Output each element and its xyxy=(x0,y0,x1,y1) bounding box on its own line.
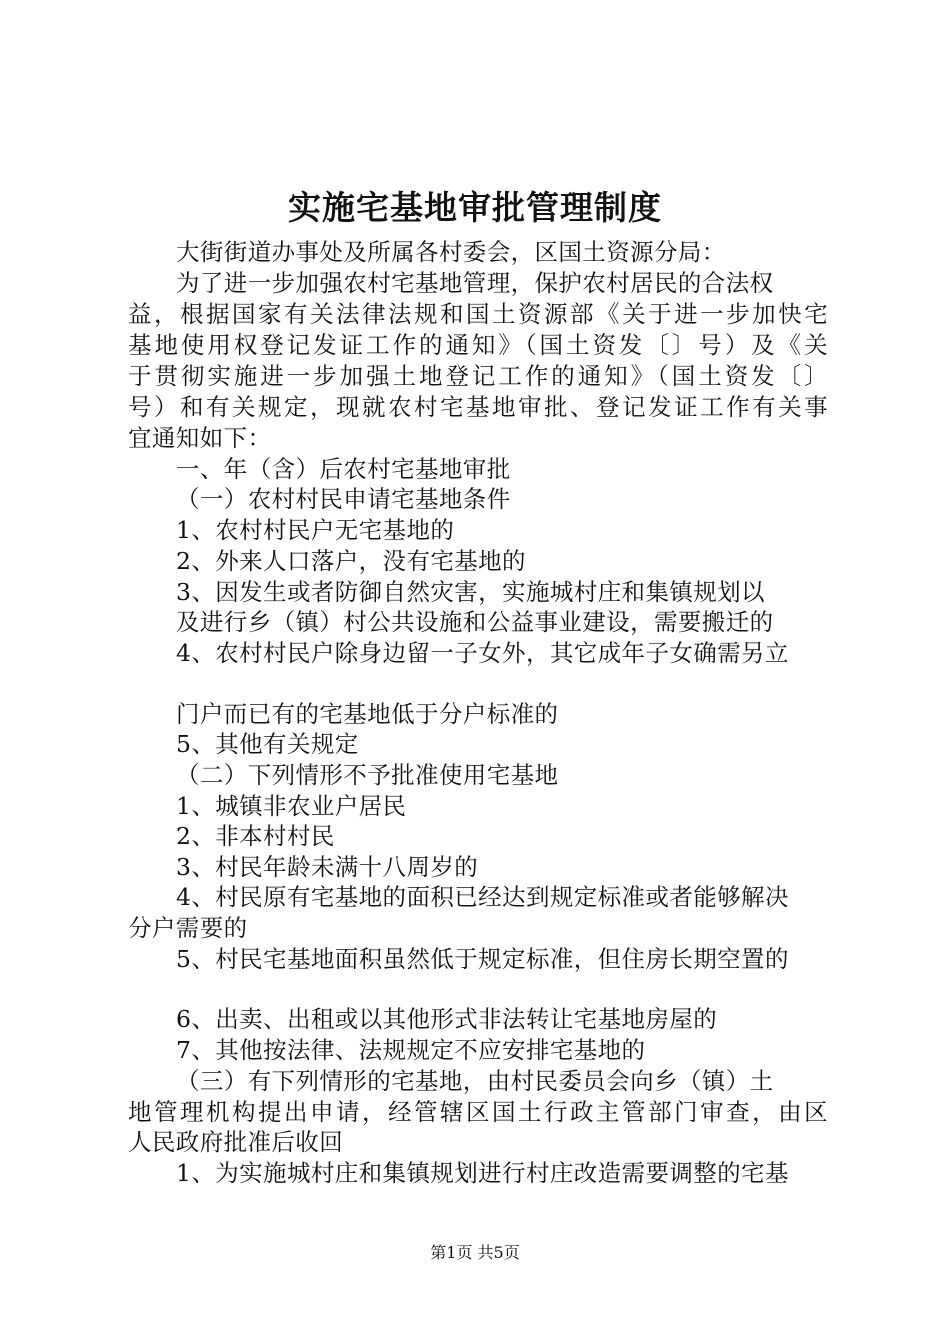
list-item: 4、农村村民户除身边留一子女外，其它成年子女确需另立 xyxy=(176,639,789,667)
list-item-continuation: 及进行乡（镇）村公共设施和公益事业建设，需要搬迁的 xyxy=(176,608,774,636)
list-item: 1、为实施城村庄和集镇规划进行村庄改造需要调整的宅基 xyxy=(176,1159,789,1187)
subsection-heading: （一）农村村民申请宅基地条件 xyxy=(176,485,511,513)
paragraph-line: 号）和有关规定，现就农村宅基地审批、登记发证工作有关事 xyxy=(128,393,828,421)
paragraph-line: 益，根据国家有关法律法规和国土资源部《关于进一步加快宅 xyxy=(128,300,828,328)
paragraph-line: 人民政府批准后收回 xyxy=(128,1128,344,1156)
list-item: 2、外来人口落户，没有宅基地的 xyxy=(176,547,526,575)
list-item-continuation: 分户需要的 xyxy=(128,914,248,942)
list-item: 5、其他有关规定 xyxy=(176,730,359,758)
paragraph-line: 于贯彻实施进一步加强土地登记工作的通知》（国土资发〔〕 xyxy=(128,362,828,390)
subsection-heading: （二）下列情形不予批准使用宅基地 xyxy=(176,761,559,789)
page-footer: 第1页 共5页 xyxy=(430,1243,520,1262)
list-item: 3、因发生或者防御自然灾害，实施城村庄和集镇规划以 xyxy=(176,578,765,606)
list-item: 1、农村村民户无宅基地的 xyxy=(176,516,455,544)
paragraph-line: 宜通知如下： xyxy=(128,424,272,452)
subsection-heading: （三）有下列情形的宅基地，由村民委员会向乡（镇）土 xyxy=(176,1067,774,1095)
list-item: 5、村民宅基地面积虽然低于规定标准，但住房长期空置的 xyxy=(176,945,789,973)
section-heading: 一、年（含）后农村宅基地审批 xyxy=(176,455,511,483)
list-item: 6、出卖、出租或以其他形式非法转让宅基地房屋的 xyxy=(176,1005,718,1033)
list-item: 4、村民原有宅基地的面积已经达到规定标准或者能够解决 xyxy=(176,883,789,911)
document-title: 实施宅基地审批管理制度 xyxy=(288,188,662,227)
list-item: 2、非本村村民 xyxy=(176,822,335,850)
list-item: 1、城镇非农业户居民 xyxy=(176,792,407,820)
paragraph-line: 基地使用权登记发证工作的通知》（国土资发〔〕号）及《关 xyxy=(128,331,828,359)
list-item: 3、村民年龄未满十八周岁的 xyxy=(176,853,479,881)
paragraph-line: 为了进一步加强农村宅基地管理，保护农村居民的合法权 xyxy=(176,269,774,297)
salutation-line: 大街街道办事处及所属各村委会，区国土资源分局： xyxy=(176,238,726,266)
list-item-continuation: 门户而已有的宅基地低于分户标准的 xyxy=(176,700,559,728)
list-item: 7、其他按法律、法规规定不应安排宅基地的 xyxy=(176,1036,646,1064)
paragraph-line: 地管理机构提出申请，经管辖区国土行政主管部门审查，由区 xyxy=(128,1098,828,1126)
